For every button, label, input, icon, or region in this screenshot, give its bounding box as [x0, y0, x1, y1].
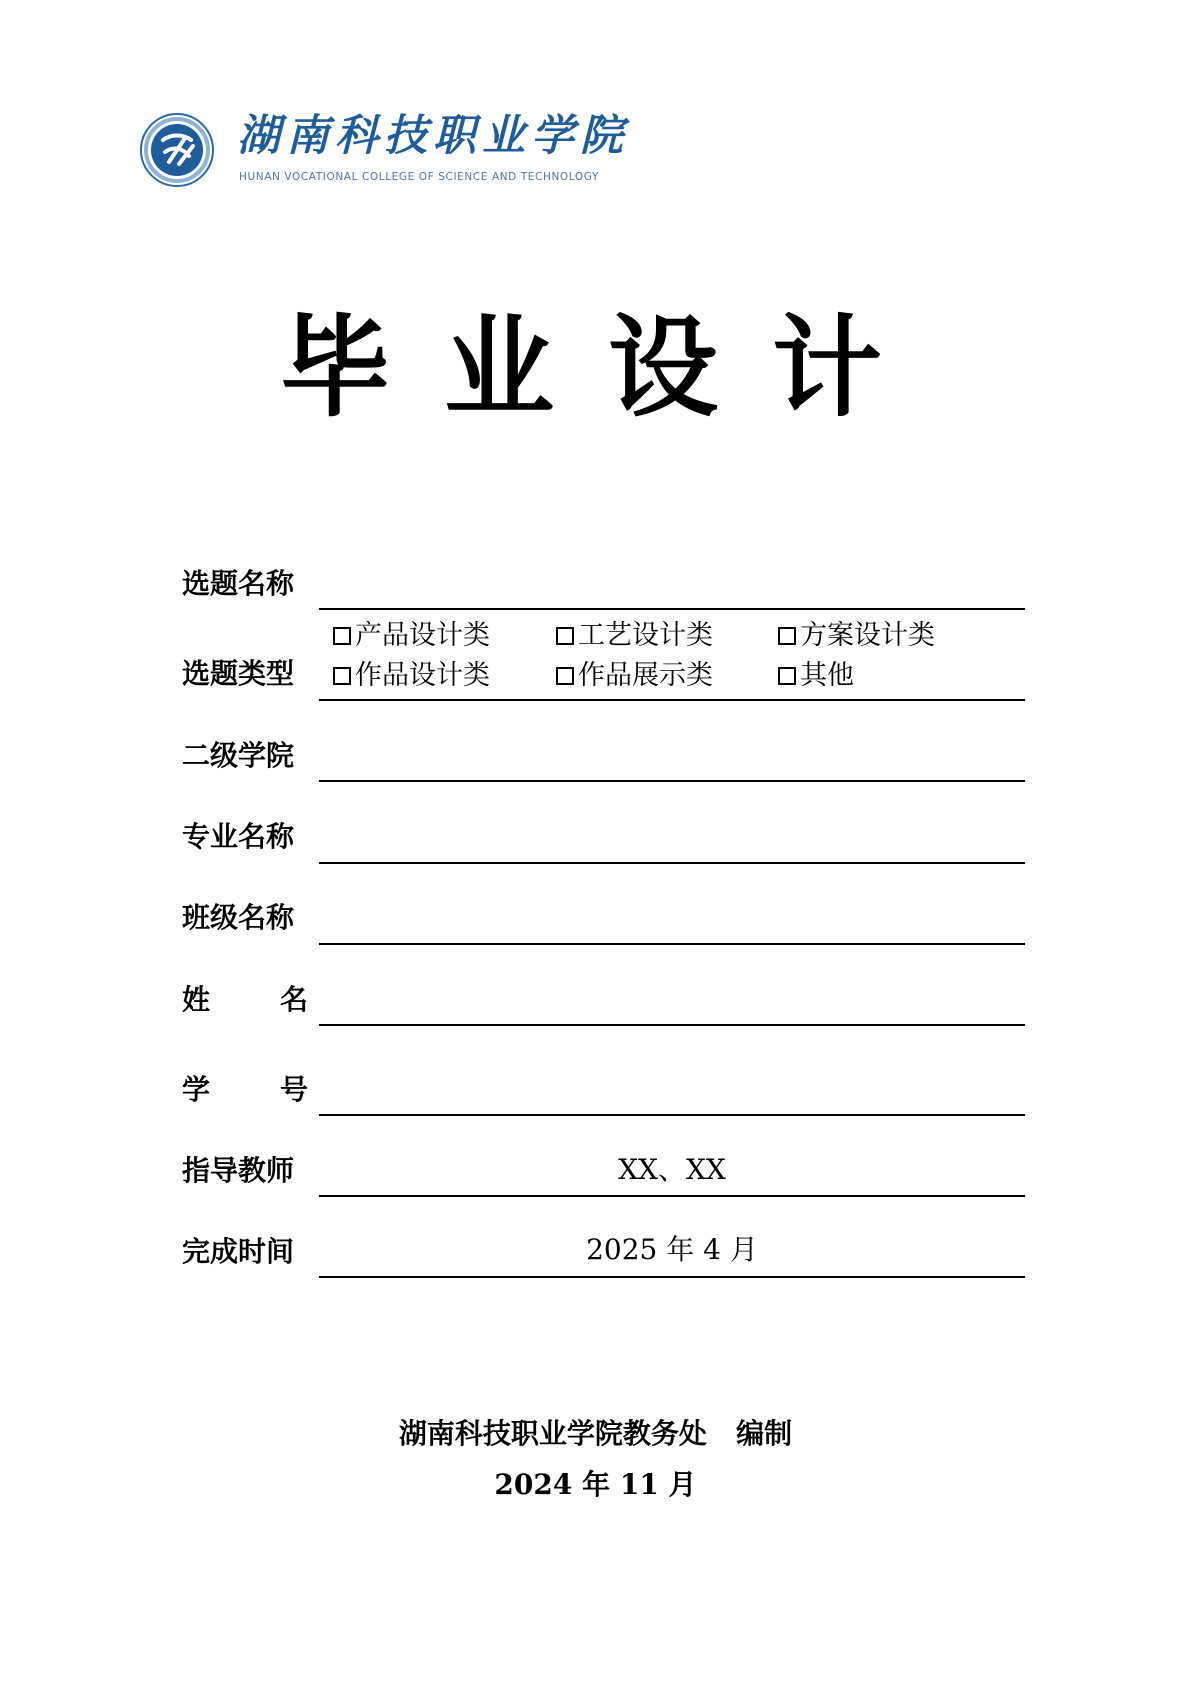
- college-underline: [319, 780, 1025, 782]
- student-name-underline: [319, 1024, 1025, 1026]
- advisor-label: 指导教师: [182, 1154, 295, 1187]
- student-id-label: [182, 1070, 308, 1110]
- college-logo: [139, 108, 629, 194]
- option-work-display[interactable]: [556, 658, 713, 694]
- footer-organization: 湖南科技职业学院教务处 编制: [398, 1417, 793, 1450]
- checkbox-icon[interactable]: [778, 627, 796, 645]
- checkbox-icon[interactable]: [778, 667, 796, 685]
- topic-name-value[interactable]: [319, 566, 1025, 602]
- option-process-design[interactable]: [556, 618, 713, 654]
- option-other[interactable]: [778, 658, 854, 694]
- checkbox-icon[interactable]: [333, 667, 351, 685]
- topic-type-underline: [319, 699, 1025, 701]
- student-name-label: [182, 980, 308, 1020]
- class-name-underline: [319, 943, 1025, 945]
- student-id-label-right: 号: [279, 1073, 308, 1106]
- major-value[interactable]: [319, 821, 1025, 857]
- topic-name-underline: [319, 608, 1025, 610]
- advisor-underline: [319, 1195, 1025, 1197]
- page-title: 毕业设计: [280, 303, 936, 432]
- topic-name-label: 选题名称: [182, 567, 295, 600]
- option-label: 作品展示类: [578, 660, 713, 691]
- option-label: 作品设计类: [355, 660, 490, 691]
- logo-english-name: HUNAN VOCATIONAL COLLEGE OF SCIENCE AND TECHNOLOGY: [239, 171, 599, 183]
- option-work-design[interactable]: [333, 658, 490, 694]
- college-value[interactable]: [319, 740, 1025, 776]
- checkbox-icon[interactable]: [556, 627, 574, 645]
- college-emblem-icon: [139, 112, 215, 188]
- option-plan-design[interactable]: [778, 618, 935, 654]
- option-label: 其他: [800, 660, 854, 691]
- checkbox-icon[interactable]: [333, 627, 351, 645]
- class-name-value[interactable]: [319, 902, 1025, 938]
- topic-type-label: 选题类型: [182, 657, 295, 690]
- option-label: 方案设计类: [800, 620, 935, 651]
- checkbox-icon[interactable]: [556, 667, 574, 685]
- student-id-label-left: 学: [182, 1073, 211, 1106]
- completion-time-label: 完成时间: [182, 1235, 295, 1268]
- student-id-value[interactable]: [319, 1074, 1025, 1110]
- footer-date: 2024 年 11 月: [494, 1468, 697, 1501]
- option-product-design[interactable]: [333, 618, 490, 654]
- student-name-label-left: 姓: [182, 983, 211, 1016]
- advisor-value[interactable]: XX、XX: [618, 1153, 726, 1186]
- logo-chinese-name: 湖南科技职业学院: [237, 111, 629, 161]
- student-name-value[interactable]: [319, 984, 1025, 1020]
- completion-time-value[interactable]: 2025 年 4 月: [586, 1233, 758, 1266]
- student-name-label-right: 名: [279, 983, 308, 1016]
- student-id-underline: [319, 1114, 1025, 1116]
- college-label: 二级学院: [182, 739, 295, 772]
- major-underline: [319, 862, 1025, 864]
- class-name-label: 班级名称: [182, 901, 295, 934]
- major-label: 专业名称: [182, 820, 295, 853]
- option-label: 工艺设计类: [578, 620, 713, 651]
- completion-time-underline: [319, 1276, 1025, 1278]
- option-label: 产品设计类: [355, 620, 490, 651]
